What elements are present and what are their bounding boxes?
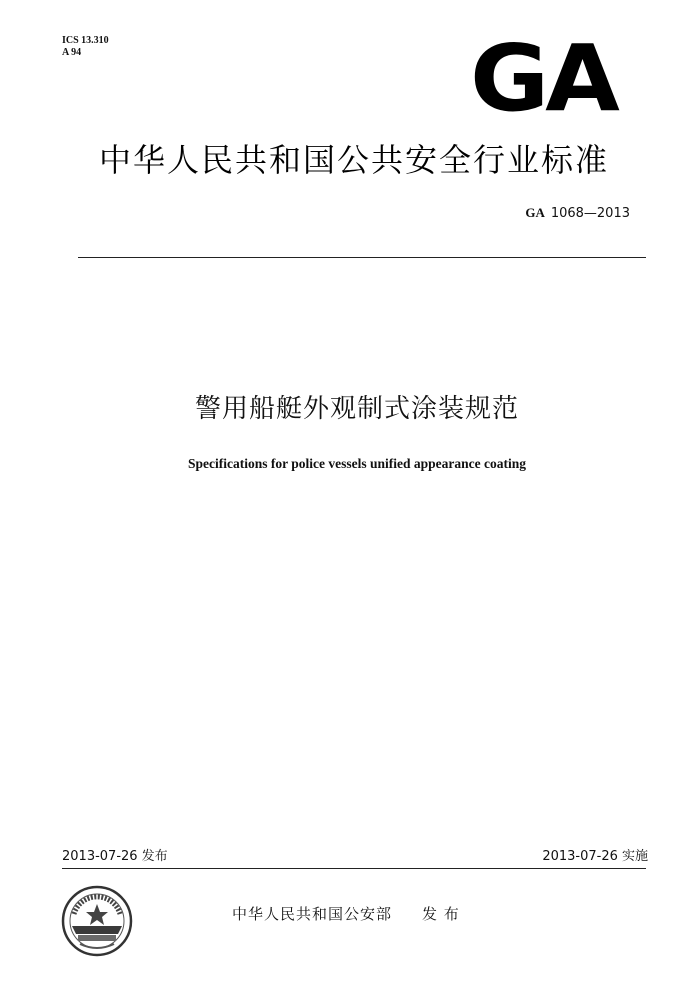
standard-code-number: 1068—2013: [550, 206, 630, 221]
issuer-action: 发 布: [422, 905, 460, 923]
issuer-line: [232, 904, 460, 924]
standard-code-prefix: GA: [525, 205, 545, 220]
footer-divider: [62, 868, 646, 869]
ics-code: ICS 13.310: [62, 35, 109, 46]
document-title-cn: 警用船艇外观制式涂装规范: [194, 394, 519, 424]
ga-logo: GA: [470, 25, 616, 132]
ccs-code: A 94: [62, 47, 82, 58]
classification-codes: [62, 35, 109, 59]
document-title-en: Specifications for police vessels unified appearance coating: [188, 456, 526, 471]
issuer-name: 中华人民共和国公安部: [232, 905, 393, 923]
issue-date: 2013-07-26 发布: [62, 849, 168, 864]
standard-category-title: 中华人民共和国公共安全行业标准: [98, 141, 609, 179]
standard-code: [525, 205, 630, 222]
official-seal-icon: [60, 884, 134, 958]
implementation-date: 2013-07-26 实施: [542, 849, 648, 864]
header-divider: [78, 257, 646, 258]
